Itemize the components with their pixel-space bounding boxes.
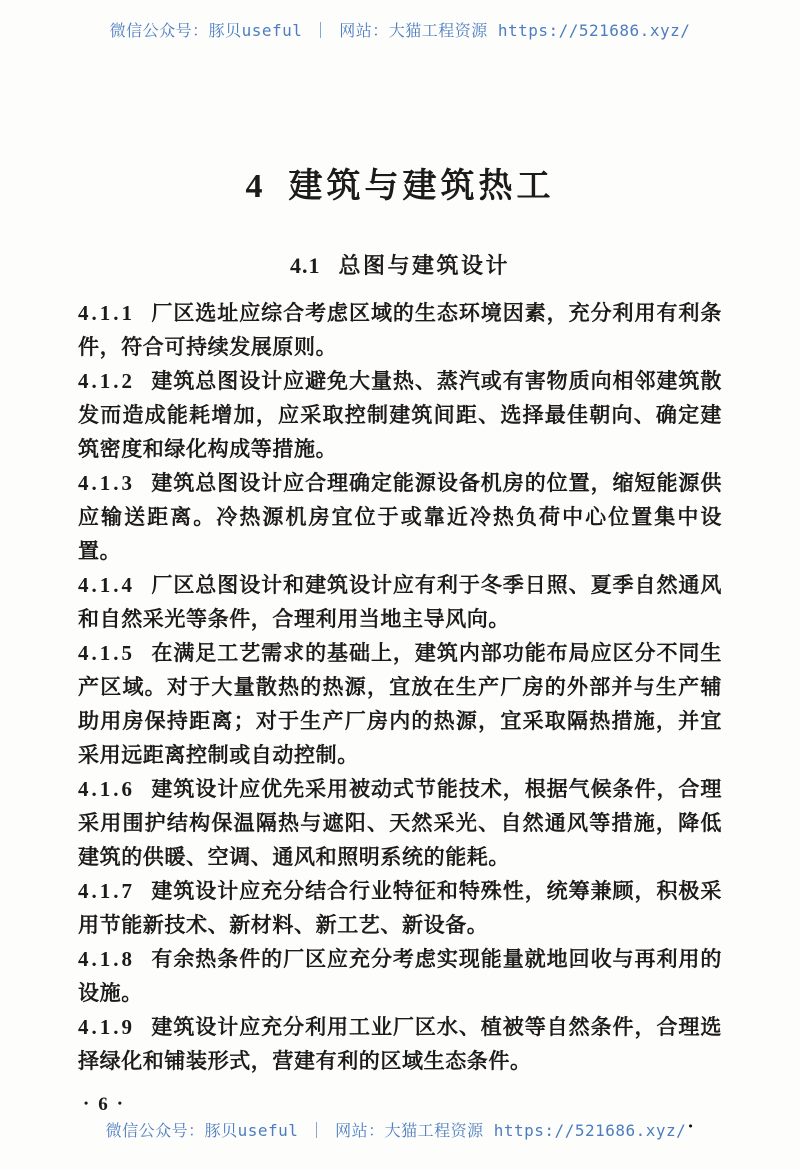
header-watermark: [0, 18, 800, 41]
page-number-value: 6: [98, 1094, 108, 1115]
footer-artifact-dot: •: [687, 1120, 695, 1133]
footer-watermark: [0, 1118, 800, 1141]
chapter-title: [0, 158, 800, 207]
clause-paragraph: [78, 874, 722, 942]
footer-watermark-text: 微信公众号：豚贝useful ｜ 网站：大猫工程资源 https://521686.xyz/: [105, 1121, 687, 1140]
section-number: 4.1: [289, 253, 321, 278]
section-title: [0, 249, 800, 280]
clause-paragraph: [78, 772, 722, 874]
clause-text: 建筑总图设计应合理确定能源设备机房的位置，缩短能源供应输送距离。冷热源机房宜位于或靠近冷热负荷中心位置集中设置。: [78, 471, 722, 563]
clause-list: [78, 296, 722, 1078]
clause-number: 4.1.9: [78, 1015, 135, 1039]
clause-paragraph: [78, 942, 722, 1010]
clause-number: 4.1.2: [78, 369, 135, 393]
clause-paragraph: [78, 1010, 722, 1078]
page-number-right-dot: •: [117, 1096, 122, 1110]
clause-text: 有余热条件的厂区应充分考虑实现能量就地回收与再利用的设施。: [78, 947, 722, 1005]
clause-text: 建筑总图设计应避免大量热、蒸汽或有害物质向相邻建筑散发而造成能耗增加，应采取控制建筑间距、选择最佳朝向、确定建筑密度和绿化构成等措施。: [78, 369, 722, 461]
clause-number: 4.1.4: [78, 573, 135, 597]
clause-text: 厂区选址应综合考虑区域的生态环境因素，充分利用有利条件，符合可持续发展原则。: [78, 301, 722, 359]
page-number: [84, 1094, 122, 1116]
chapter-number: 4: [245, 168, 263, 205]
clause-paragraph: [78, 364, 722, 466]
section-title-text: 总图与建筑设计: [338, 253, 510, 278]
header-watermark-text: 微信公众号：豚贝useful ｜ 网站：大猫工程资源 https://521686.xyz/: [109, 21, 691, 40]
clause-text: 建筑设计应优先采用被动式节能技术，根据气候条件，合理采用围护结构保温隔热与遮阳、天然采光、自然通风等措施，降低建筑的供暖、空调、通风和照明系统的能耗。: [78, 777, 722, 869]
clause-number: 4.1.1: [78, 301, 135, 325]
clause-text: 建筑设计应充分结合行业特征和特殊性，统筹兼顾，积极采用节能新技术、新材料、新工艺、新设备。: [78, 879, 722, 937]
clause-text: 在满足工艺需求的基础上，建筑内部功能布局应区分不同生产区域。对于大量散热的热源，宜放在生产厂房的外部并与生产辅助用房保持距离；对于生产厂房内的热源，宜采取隔热措施，并宜采用远距离控制或自动控制。: [78, 641, 722, 767]
clause-paragraph: [78, 466, 722, 568]
chapter-title-text: 建筑与建筑热工: [288, 168, 555, 205]
clause-paragraph: [78, 296, 722, 364]
page-number-left-dot: •: [84, 1096, 89, 1110]
clause-number: 4.1.7: [78, 879, 135, 903]
clause-paragraph: [78, 636, 722, 772]
clause-paragraph: [78, 568, 722, 636]
clause-text: 建筑设计应充分利用工业厂区水、植被等自然条件，合理选择绿化和铺装形式，营建有利的区域生态条件。: [78, 1015, 722, 1073]
clause-number: 4.1.6: [78, 777, 135, 801]
clause-number: 4.1.5: [78, 641, 135, 665]
clause-text: 厂区总图设计和建筑设计应有利于冬季日照、夏季自然通风和自然采光等条件，合理利用当地主导风向。: [78, 573, 722, 631]
clause-number: 4.1.8: [78, 947, 135, 971]
clause-number: 4.1.3: [78, 471, 135, 495]
